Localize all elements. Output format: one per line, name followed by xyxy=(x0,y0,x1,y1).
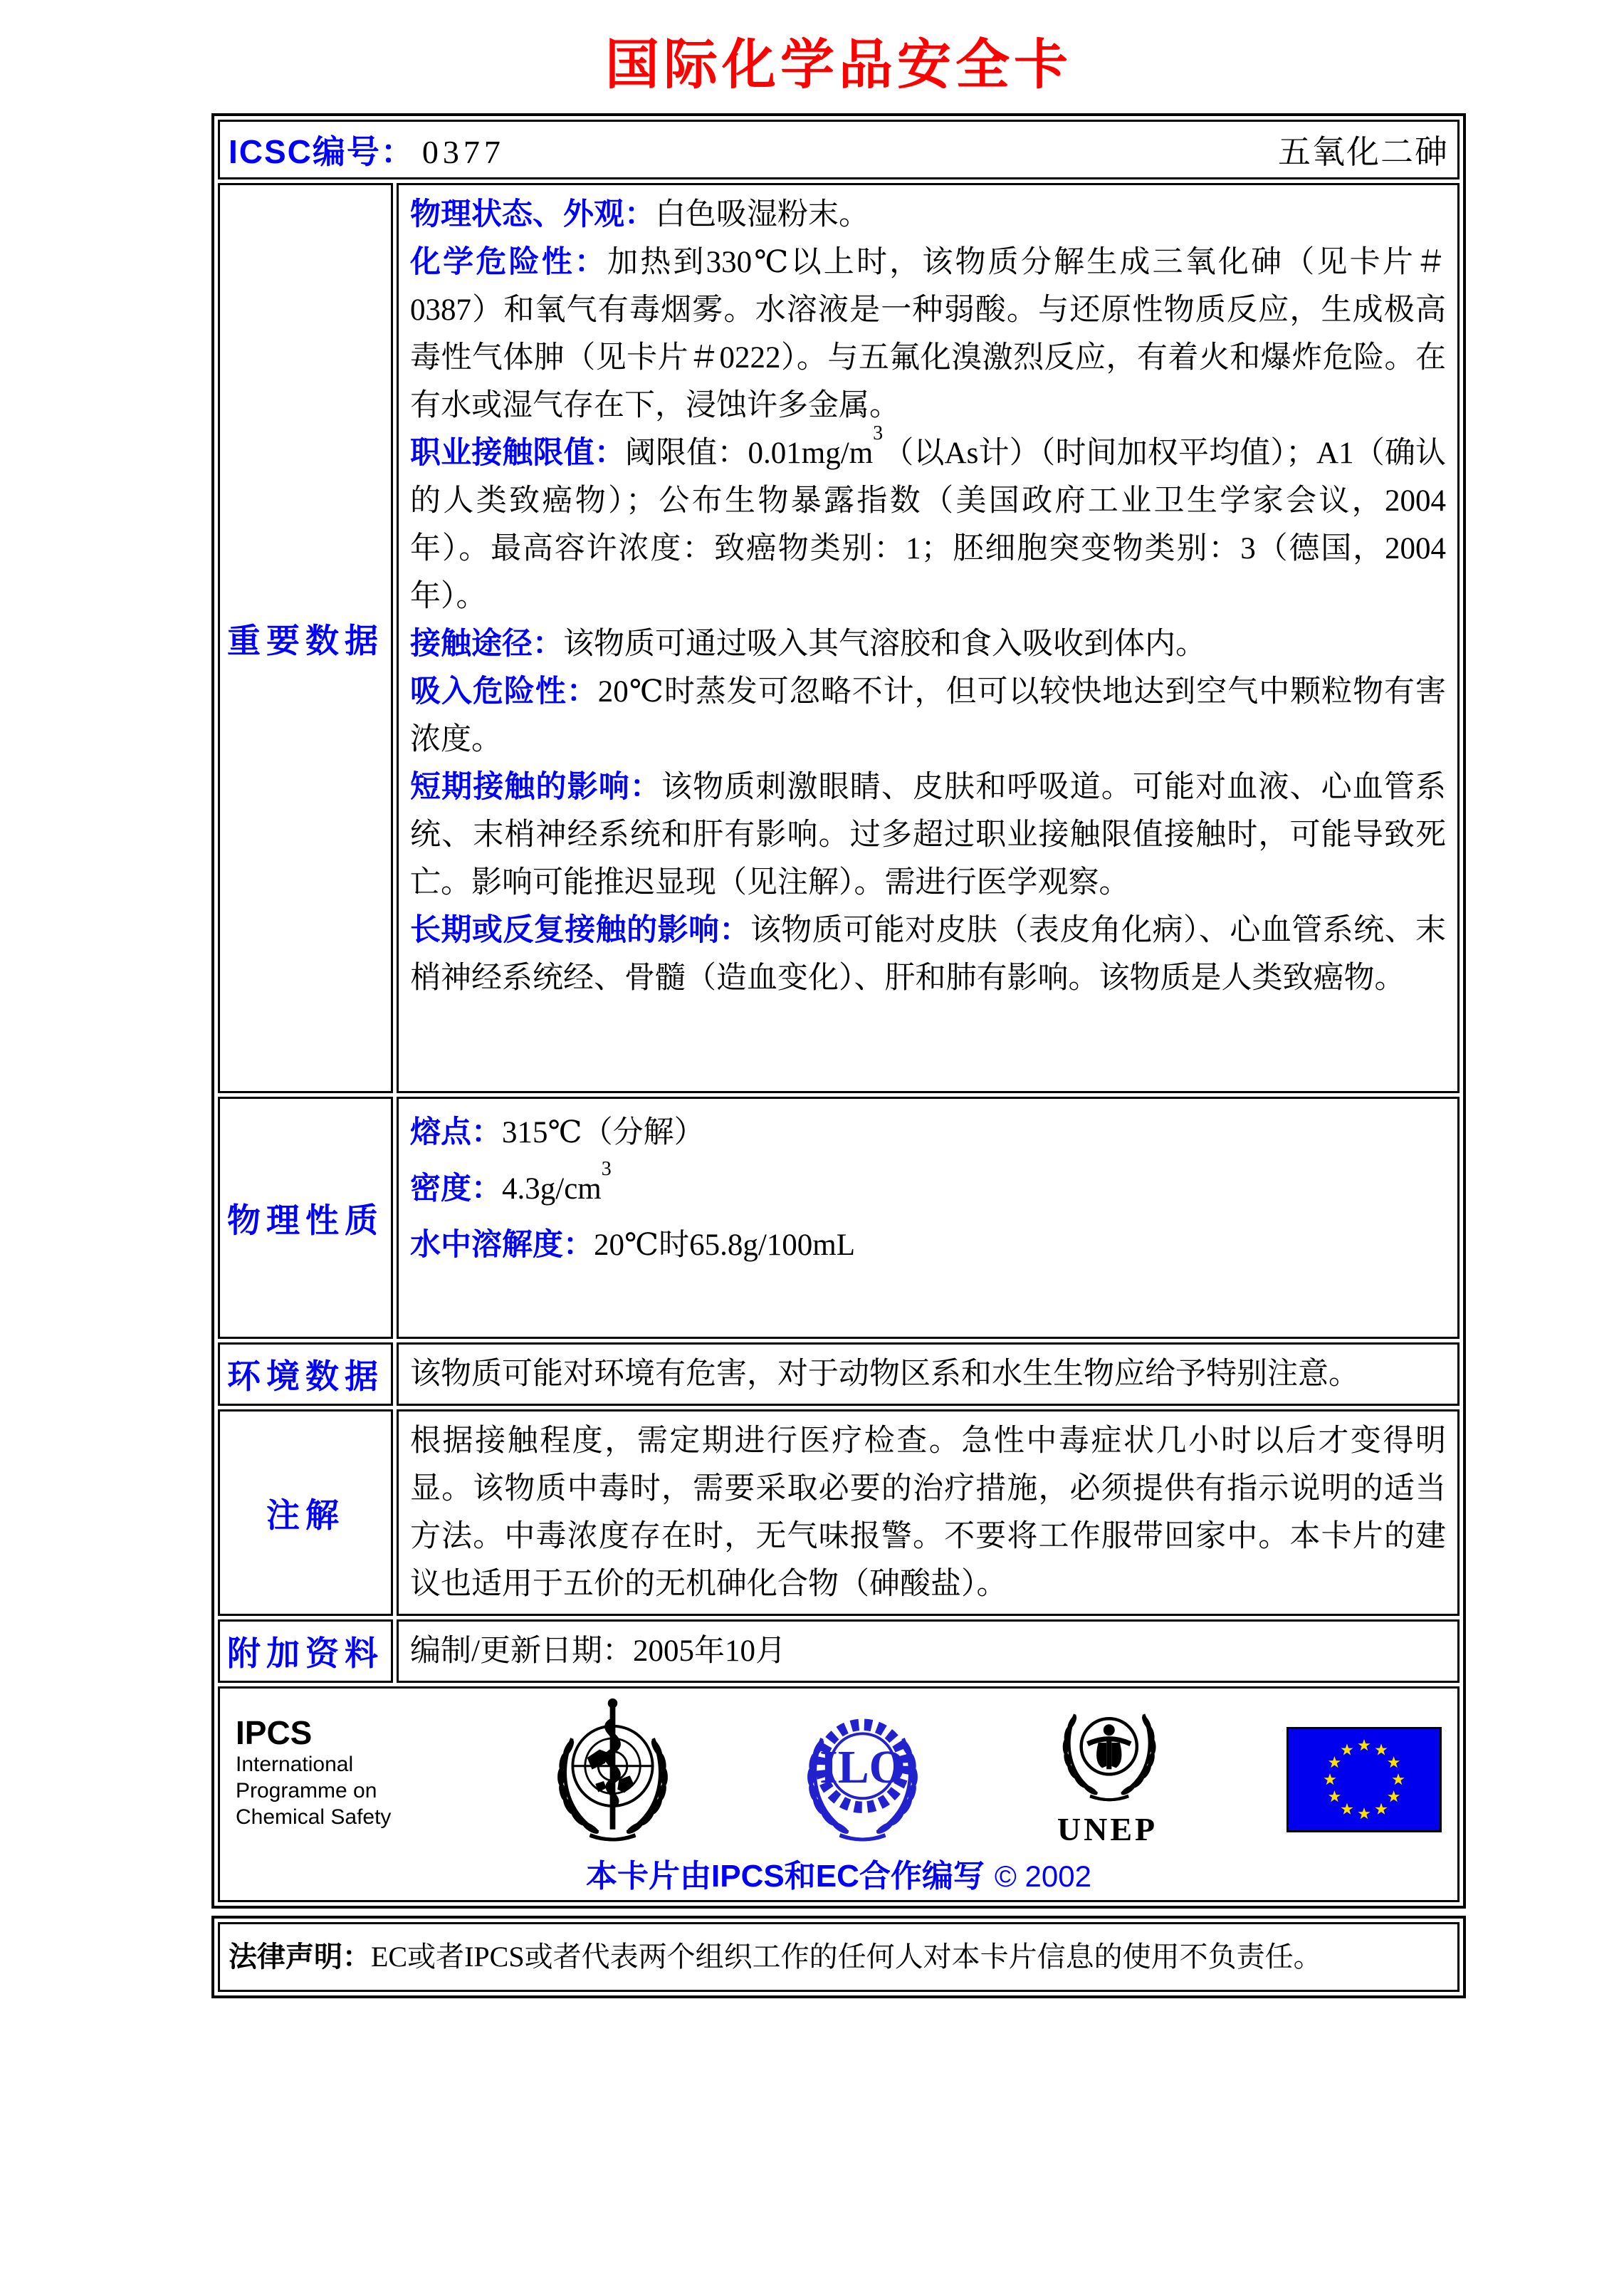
row-label-important-data: 重要数据 xyxy=(218,183,393,1093)
icsc-number-group xyxy=(229,126,505,173)
field-long-term-effects xyxy=(410,907,1446,1002)
footer-caption xyxy=(230,1850,1447,1896)
field-text: 白色吸湿粉末。 xyxy=(655,198,869,231)
row-label-physical-properties: 物理性质 xyxy=(218,1097,393,1339)
field-exposure-routes xyxy=(410,620,1446,668)
caption-text: 本卡片由IPCS和EC合作编写 xyxy=(586,1859,985,1894)
superscript-3: 3 xyxy=(873,422,884,444)
field-label: 短期接触的影响： xyxy=(410,770,661,804)
field-label: 熔点： xyxy=(410,1115,502,1149)
field-text: 该物质刺激眼睛、皮肤和呼吸道。可能对血液、心血管系统、末梢神经系统和肝有影响。过多超过职业接触限值接触时，可能导致死亡。影响可能推迟显现（见注解）。需进行医学观察。 xyxy=(410,771,1446,899)
field-label: 化学危险性： xyxy=(410,245,608,279)
field-melting-point xyxy=(410,1105,1446,1161)
row-label-notes: 注解 xyxy=(218,1409,393,1616)
page-wrapper xyxy=(211,21,1466,1998)
field-text-post: （以As计）（时间加权平均值）；A1（确认的人类致癌物）；公布生物暴露指数（美国政府工业卫生学家会议，2004年）。最高容许浓度：致癌物类别：1；胚细胞突变物类别：3（德国，2004年）。 xyxy=(410,437,1447,613)
safety-card xyxy=(211,113,1466,1909)
ipcs-subtitle-line2: Programme on xyxy=(236,1779,377,1802)
field-occupational-exposure-limits xyxy=(410,422,1447,620)
field-chemical-danger xyxy=(410,239,1446,429)
chemical-name: 五氧化二砷 xyxy=(1278,134,1449,170)
field-text-pre: 阈限值：0.01mg/m xyxy=(624,437,874,470)
field-text: 该物质可能对皮肤（表皮角化病）、心血管系统、末梢神经系统经、骨髓（造血变化）、肝和肺有影响。该物质是人类致癌物。 xyxy=(410,914,1447,995)
field-text: 该物质可通过吸入其气溶胶和食入吸收到体内。 xyxy=(563,627,1206,661)
row-label-additional-info: 附加资料 xyxy=(218,1619,393,1683)
field-short-term-effects xyxy=(410,763,1446,907)
page-title: 国际化学品安全卡 xyxy=(605,33,1072,96)
unep-label: UNEP xyxy=(1057,1811,1158,1847)
field-water-solubility xyxy=(410,1217,1446,1273)
logos-footer-cell xyxy=(218,1686,1460,1902)
field-label: 物理状态、外观： xyxy=(410,197,655,231)
environmental-data-cell: 该物质可能对环境有危害，对于动物区系和水生生物应给予特别注意。 xyxy=(397,1342,1460,1406)
ilo-logo-icon xyxy=(797,1697,928,1849)
field-density xyxy=(410,1157,1446,1217)
ipcs-subtitle-line1: International xyxy=(236,1753,354,1776)
icsc-number-label: ICSC编号： xyxy=(229,133,415,170)
field-physical-state xyxy=(410,191,1446,239)
legal-label: 法律声明： xyxy=(229,1941,371,1973)
notes-cell: 根据接触程度，需定期进行医疗检查。急性中毒症状几小时以后才变得明显。该物质中毒时，需要采取必要的治疗措施，必须提供有指示说明的适当方法。中毒浓度存在时，无气味报警。不要将工作服带回家中。本卡片的建议也适用于五价的无机砷化合物（砷酸盐）。 xyxy=(397,1409,1460,1616)
legal-inner xyxy=(218,1922,1460,1992)
field-label: 长期或反复接触的影响： xyxy=(410,913,750,947)
ipcs-text-block xyxy=(236,1714,428,1830)
superscript-3: 3 xyxy=(601,1157,612,1180)
field-label: 水中溶解度： xyxy=(410,1228,594,1262)
field-text-pre: 4.3g/cm xyxy=(502,1172,602,1206)
field-text: 315℃（分解） xyxy=(502,1116,705,1149)
ipcs-subtitle-line3: Chemical Safety xyxy=(236,1805,392,1829)
field-label: 接触途径： xyxy=(410,627,563,661)
row-label-environmental-data: 环境数据 xyxy=(218,1342,393,1406)
who-logo-icon xyxy=(547,1697,678,1849)
logos-row xyxy=(230,1693,1447,1849)
field-label: 职业接触限值： xyxy=(410,436,625,470)
field-text: 20℃时65.8g/100mL xyxy=(594,1228,856,1262)
unep-logo-block xyxy=(1047,1697,1168,1848)
ipcs-title: IPCS xyxy=(236,1714,313,1751)
field-label: 密度： xyxy=(410,1172,502,1206)
ilo-letters: ILO xyxy=(819,1741,906,1793)
field-label: 吸入危险性： xyxy=(410,674,598,709)
legal-text: EC或者IPCS或者代表两个组织工作的任何人对本卡片信息的使用不负责任。 xyxy=(371,1941,1322,1973)
eu-flag-icon xyxy=(1287,1727,1442,1836)
field-inhalation-risk xyxy=(410,668,1446,763)
additional-info-cell: 编制/更新日期：2005年10月 xyxy=(397,1619,1460,1683)
important-data-cell xyxy=(397,183,1460,1093)
copyright-text: © 2002 xyxy=(994,1859,1091,1893)
legal-box xyxy=(211,1916,1466,1998)
field-text: 20℃时蒸发可忽略不计，但可以较快地达到空气中颗粒物有害浓度。 xyxy=(410,675,1446,756)
header-row-cell xyxy=(218,120,1460,179)
icsc-table xyxy=(214,116,1463,1906)
icsc-number-value: 0377 xyxy=(421,134,505,170)
physical-properties-cell xyxy=(397,1097,1460,1339)
field-text: 加热到330℃以上时，该物质分解生成三氧化砷（见卡片＃0387）和氧气有毒烟雾。水溶液是一种弱酸。与还原性物质反应，生成极高毒性气体胂（见卡片＃0222）。与五氟化溴激烈反应，有着火和爆炸危险。在有水或湿气存在下，浸蚀许多金属。 xyxy=(410,246,1446,422)
